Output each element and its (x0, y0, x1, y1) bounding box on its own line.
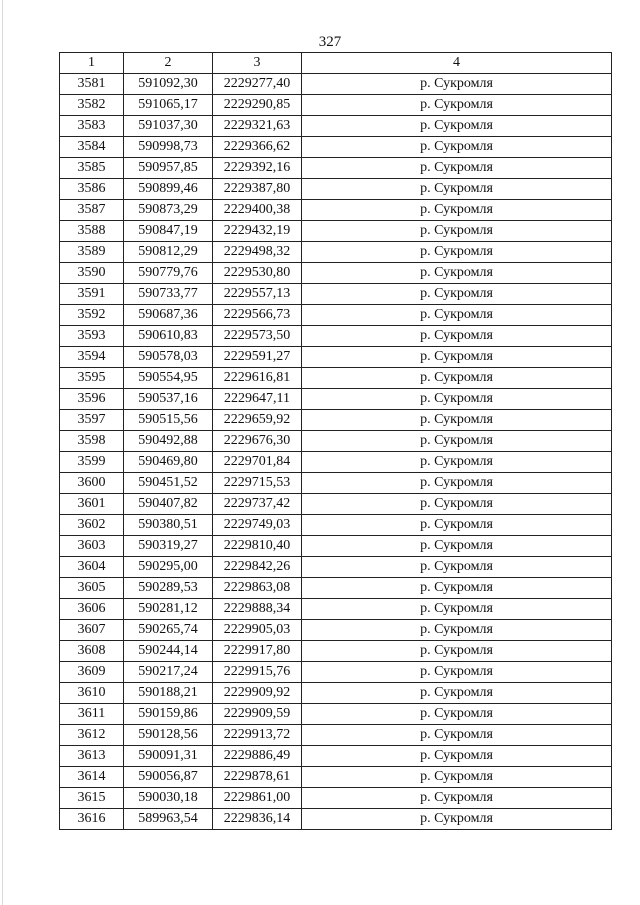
y-coordinate-cell: 2229659,92 (213, 410, 302, 431)
y-coordinate-cell: 2229616,81 (213, 368, 302, 389)
description-cell: р. Сукромля (302, 305, 612, 326)
description-cell: р. Сукромля (302, 410, 612, 431)
description-cell: р. Сукромля (302, 599, 612, 620)
table-row (60, 368, 612, 389)
x-coordinate-cell: 590295,00 (124, 557, 213, 578)
y-coordinate-cell: 2229888,34 (213, 599, 302, 620)
table-row (60, 536, 612, 557)
x-coordinate-cell: 590319,27 (124, 536, 213, 557)
table-row (60, 200, 612, 221)
x-coordinate-cell: 590899,46 (124, 179, 213, 200)
x-coordinate-cell: 590159,86 (124, 704, 213, 725)
y-coordinate-cell: 2229842,26 (213, 557, 302, 578)
point-number-cell: 3594 (60, 347, 124, 368)
y-coordinate-cell: 2229387,80 (213, 179, 302, 200)
y-coordinate-cell: 2229591,27 (213, 347, 302, 368)
x-coordinate-cell: 590030,18 (124, 788, 213, 809)
description-cell: р. Сукромля (302, 683, 612, 704)
point-number-cell: 3601 (60, 494, 124, 515)
table-row (60, 473, 612, 494)
y-coordinate-cell: 2229498,32 (213, 242, 302, 263)
x-coordinate-cell: 590554,95 (124, 368, 213, 389)
point-number-cell: 3614 (60, 767, 124, 788)
point-number-cell: 3602 (60, 515, 124, 536)
table-row (60, 746, 612, 767)
table-header-row (60, 53, 612, 74)
table-body (60, 74, 612, 830)
table-row (60, 683, 612, 704)
description-cell: р. Сукромля (302, 767, 612, 788)
y-coordinate-cell: 2229676,30 (213, 431, 302, 452)
table-row (60, 74, 612, 95)
description-cell: р. Сукромля (302, 557, 612, 578)
point-number-cell: 3599 (60, 452, 124, 473)
table-row (60, 725, 612, 746)
y-coordinate-cell: 2229647,11 (213, 389, 302, 410)
column-header-number: 1 (60, 53, 124, 74)
description-cell: р. Сукромля (302, 200, 612, 221)
description-cell: р. Сукромля (302, 536, 612, 557)
y-coordinate-cell: 2229861,00 (213, 788, 302, 809)
y-coordinate-cell: 2229913,72 (213, 725, 302, 746)
column-header-y: 3 (213, 53, 302, 74)
description-cell: р. Сукромля (302, 662, 612, 683)
description-cell: р. Сукромля (302, 788, 612, 809)
y-coordinate-cell: 2229737,42 (213, 494, 302, 515)
table-row (60, 263, 612, 284)
point-number-cell: 3603 (60, 536, 124, 557)
point-number-cell: 3615 (60, 788, 124, 809)
table-row (60, 305, 612, 326)
point-number-cell: 3610 (60, 683, 124, 704)
table-row (60, 641, 612, 662)
y-coordinate-cell: 2229863,08 (213, 578, 302, 599)
x-coordinate-cell: 590998,73 (124, 137, 213, 158)
y-coordinate-cell: 2229290,85 (213, 95, 302, 116)
description-cell: р. Сукромля (302, 326, 612, 347)
description-cell: р. Сукромля (302, 431, 612, 452)
x-coordinate-cell: 590407,82 (124, 494, 213, 515)
description-cell: р. Сукромля (302, 221, 612, 242)
point-number-cell: 3589 (60, 242, 124, 263)
x-coordinate-cell: 590289,53 (124, 578, 213, 599)
x-coordinate-cell: 590188,21 (124, 683, 213, 704)
point-number-cell: 3609 (60, 662, 124, 683)
point-number-cell: 3585 (60, 158, 124, 179)
description-cell: р. Сукромля (302, 809, 612, 830)
description-cell: р. Сукромля (302, 704, 612, 725)
table-row (60, 242, 612, 263)
y-coordinate-cell: 2229836,14 (213, 809, 302, 830)
description-cell: р. Сукромля (302, 158, 612, 179)
page-number: 327 (318, 34, 342, 50)
x-coordinate-cell: 590873,29 (124, 200, 213, 221)
point-number-cell: 3591 (60, 284, 124, 305)
x-coordinate-cell: 590056,87 (124, 767, 213, 788)
x-coordinate-cell: 591065,17 (124, 95, 213, 116)
x-coordinate-cell: 590957,85 (124, 158, 213, 179)
x-coordinate-cell: 591092,30 (124, 74, 213, 95)
y-coordinate-cell: 2229915,76 (213, 662, 302, 683)
table-row (60, 578, 612, 599)
x-coordinate-cell: 590244,14 (124, 641, 213, 662)
table-row (60, 284, 612, 305)
point-number-cell: 3592 (60, 305, 124, 326)
point-number-cell: 3608 (60, 641, 124, 662)
table-row (60, 389, 612, 410)
table-row (60, 221, 612, 242)
y-coordinate-cell: 2229557,13 (213, 284, 302, 305)
x-coordinate-cell: 590380,51 (124, 515, 213, 536)
y-coordinate-cell: 2229886,49 (213, 746, 302, 767)
point-number-cell: 3596 (60, 389, 124, 410)
point-number-cell: 3582 (60, 95, 124, 116)
table-row (60, 179, 612, 200)
y-coordinate-cell: 2229749,03 (213, 515, 302, 536)
point-number-cell: 3598 (60, 431, 124, 452)
table-row (60, 326, 612, 347)
column-header-description: 4 (302, 53, 612, 74)
table-row (60, 557, 612, 578)
description-cell: р. Сукромля (302, 347, 612, 368)
table-row (60, 809, 612, 830)
description-cell: р. Сукромля (302, 473, 612, 494)
x-coordinate-cell: 590515,56 (124, 410, 213, 431)
x-coordinate-cell: 590469,80 (124, 452, 213, 473)
point-number-cell: 3584 (60, 137, 124, 158)
table-row (60, 116, 612, 137)
y-coordinate-cell: 2229432,19 (213, 221, 302, 242)
table-row (60, 347, 612, 368)
table-row (60, 494, 612, 515)
table-row (60, 431, 612, 452)
x-coordinate-cell: 590451,52 (124, 473, 213, 494)
point-number-cell: 3597 (60, 410, 124, 431)
y-coordinate-cell: 2229810,40 (213, 536, 302, 557)
x-coordinate-cell: 590537,16 (124, 389, 213, 410)
table-row (60, 788, 612, 809)
description-cell: р. Сукромля (302, 641, 612, 662)
table-row (60, 95, 612, 116)
y-coordinate-cell: 2229321,63 (213, 116, 302, 137)
x-coordinate-cell: 590733,77 (124, 284, 213, 305)
point-number-cell: 3605 (60, 578, 124, 599)
description-cell: р. Сукромля (302, 179, 612, 200)
point-number-cell: 3581 (60, 74, 124, 95)
point-number-cell: 3586 (60, 179, 124, 200)
point-number-cell: 3607 (60, 620, 124, 641)
page-edge-line (2, 0, 3, 905)
x-coordinate-cell: 590492,88 (124, 431, 213, 452)
description-cell: р. Сукромля (302, 746, 612, 767)
point-number-cell: 3583 (60, 116, 124, 137)
x-coordinate-cell: 590610,83 (124, 326, 213, 347)
description-cell: р. Сукромля (302, 95, 612, 116)
point-number-cell: 3616 (60, 809, 124, 830)
x-coordinate-cell: 591037,30 (124, 116, 213, 137)
table-row (60, 767, 612, 788)
x-coordinate-cell: 590217,24 (124, 662, 213, 683)
point-number-cell: 3595 (60, 368, 124, 389)
description-cell: р. Сукромля (302, 389, 612, 410)
x-coordinate-cell: 590128,56 (124, 725, 213, 746)
x-coordinate-cell: 590847,19 (124, 221, 213, 242)
y-coordinate-cell: 2229909,59 (213, 704, 302, 725)
y-coordinate-cell: 2229905,03 (213, 620, 302, 641)
y-coordinate-cell: 2229566,73 (213, 305, 302, 326)
y-coordinate-cell: 2229277,40 (213, 74, 302, 95)
table-row (60, 452, 612, 473)
x-coordinate-cell: 590687,36 (124, 305, 213, 326)
y-coordinate-cell: 2229878,61 (213, 767, 302, 788)
description-cell: р. Сукромля (302, 578, 612, 599)
description-cell: р. Сукромля (302, 116, 612, 137)
x-coordinate-cell: 590265,74 (124, 620, 213, 641)
point-number-cell: 3613 (60, 746, 124, 767)
column-header-x: 2 (124, 53, 213, 74)
y-coordinate-cell: 2229530,80 (213, 263, 302, 284)
table-row (60, 662, 612, 683)
description-cell: р. Сукромля (302, 242, 612, 263)
x-coordinate-cell: 590091,31 (124, 746, 213, 767)
table-row (60, 704, 612, 725)
x-coordinate-cell: 590578,03 (124, 347, 213, 368)
y-coordinate-cell: 2229573,50 (213, 326, 302, 347)
point-number-cell: 3593 (60, 326, 124, 347)
y-coordinate-cell: 2229366,62 (213, 137, 302, 158)
description-cell: р. Сукромля (302, 494, 612, 515)
point-number-cell: 3604 (60, 557, 124, 578)
point-number-cell: 3587 (60, 200, 124, 221)
y-coordinate-cell: 2229715,53 (213, 473, 302, 494)
x-coordinate-cell: 589963,54 (124, 809, 213, 830)
y-coordinate-cell: 2229400,38 (213, 200, 302, 221)
table-row (60, 599, 612, 620)
description-cell: р. Сукромля (302, 263, 612, 284)
description-cell: р. Сукромля (302, 452, 612, 473)
x-coordinate-cell: 590281,12 (124, 599, 213, 620)
table-row (60, 515, 612, 536)
description-cell: р. Сукромля (302, 284, 612, 305)
description-cell: р. Сукромля (302, 620, 612, 641)
table-row (60, 137, 612, 158)
point-number-cell: 3600 (60, 473, 124, 494)
point-number-cell: 3611 (60, 704, 124, 725)
y-coordinate-cell: 2229917,80 (213, 641, 302, 662)
description-cell: р. Сукромля (302, 368, 612, 389)
table-row (60, 410, 612, 431)
description-cell: р. Сукромля (302, 137, 612, 158)
point-number-cell: 3612 (60, 725, 124, 746)
y-coordinate-cell: 2229701,84 (213, 452, 302, 473)
coordinates-table (59, 52, 612, 830)
point-number-cell: 3606 (60, 599, 124, 620)
y-coordinate-cell: 2229909,92 (213, 683, 302, 704)
point-number-cell: 3588 (60, 221, 124, 242)
table-row (60, 620, 612, 641)
y-coordinate-cell: 2229392,16 (213, 158, 302, 179)
x-coordinate-cell: 590812,29 (124, 242, 213, 263)
description-cell: р. Сукромля (302, 725, 612, 746)
point-number-cell: 3590 (60, 263, 124, 284)
description-cell: р. Сукромля (302, 515, 612, 536)
table-row (60, 158, 612, 179)
x-coordinate-cell: 590779,76 (124, 263, 213, 284)
description-cell: р. Сукромля (302, 74, 612, 95)
